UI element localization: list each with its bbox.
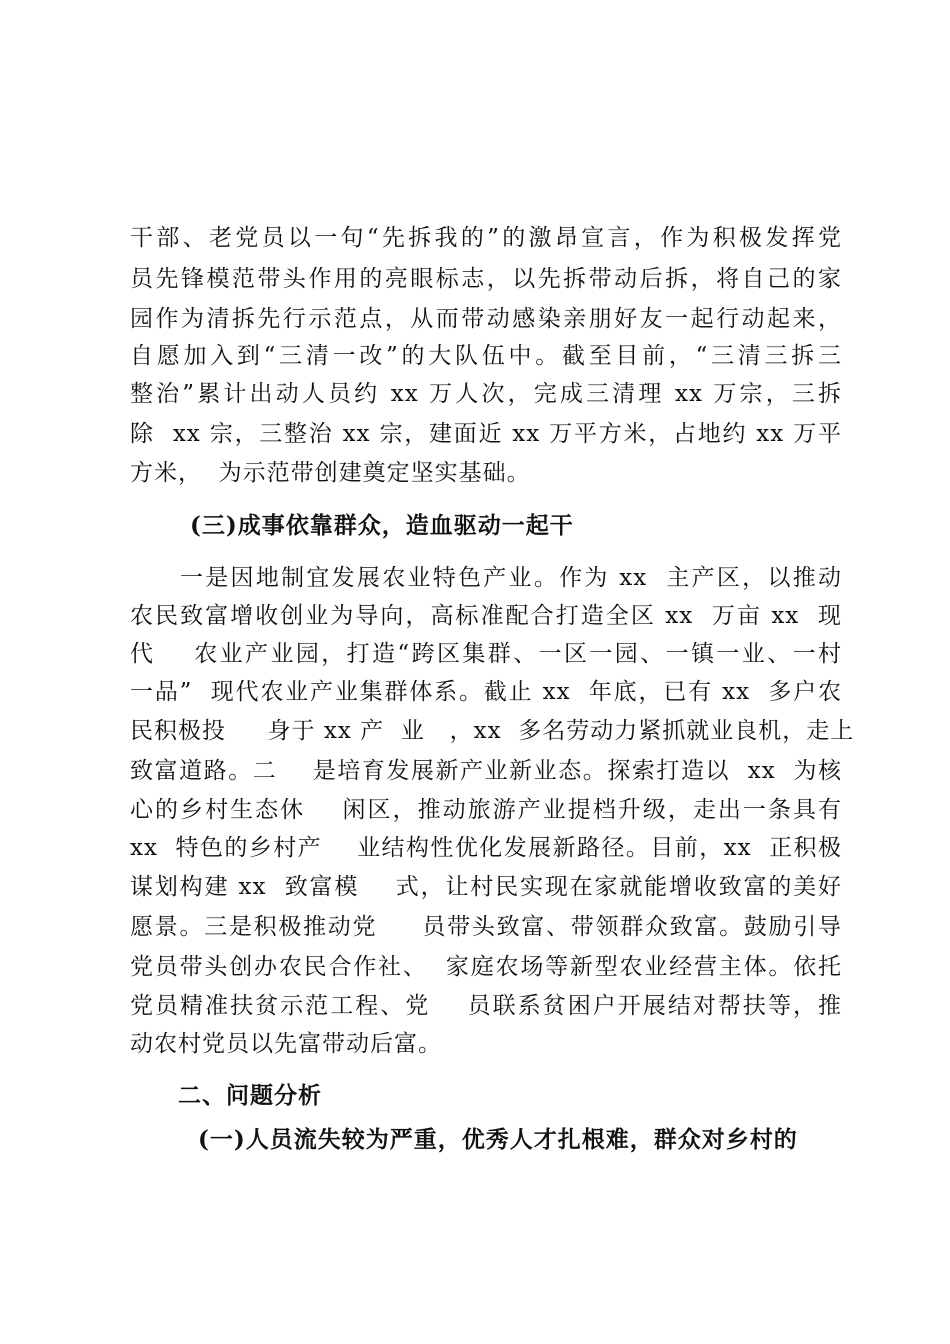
paragraph-1-line: 干部、老党员以一句“先拆我的”的激昂宣言，作为积极发挥党 [130,225,842,251]
section-heading-1: (一)人员流失较为严重，优秀人才扎根难，群众对乡村的 [198,1126,798,1153]
section-heading-3: (三)成事依靠群众，造血驱动一起干 [190,512,574,539]
paragraph-1-line: 整治”累计出动人员约 xx 万人次，完成三清理 xx 万宗，三拆 [130,381,842,407]
paragraph-2-line: 代 农业产业园，打造“跨区集群、一区一园、一镇一业、一村 [130,641,842,667]
paragraph-2-line: 致富道路。二 是培育发展新产业新业态。探索打造以 xx 为核 [130,758,842,784]
paragraph-1-line: 园作为清拆先行示范点，从而带动感染亲朋好友一起行动起来， [130,306,842,332]
part-heading-2: 二、问题分析 [178,1082,322,1109]
paragraph-2-line: 民积极投 身于 xx 产 业 ，xx 多名劳动力紧抓就业良机，走上 [130,718,855,744]
paragraph-2-line: 党员带头创办农民合作社、 家庭农场等新型农业经营主体。依托 [130,954,842,980]
paragraph-2-line: 农民致富增收创业为导向，高标准配合打造全区 xx 万亩 xx 现 [130,603,842,629]
paragraph-2-line: 愿景。三是积极推动党 员带头致富、带领群众致富。鼓励引导 [130,914,842,940]
paragraph-1-line: 除 xx 宗，三整治 xx 宗，建面近 xx 万平方米，占地约 xx 万平 [130,421,842,447]
paragraph-1-line: 员先锋模范带头作用的亮眼标志，以先拆带动后拆，将自己的家 [130,266,842,292]
paragraph-2-line: 动农村党员以先富带动后富。 [130,1031,442,1057]
paragraph-2-line: 谋划构建 xx 致富模 式，让村民实现在家就能增收致富的美好 [130,874,842,900]
paragraph-2-line: 一是因地制宜发展农业特色产业。作为 xx 主产区，以推动 [180,565,842,591]
paragraph-2-line: 心的乡村生态休 闲区，推动旅游产业提档升级，走出一条具有 [130,797,842,823]
paragraph-1-line: 方米， 为示范带创建奠定坚实基础。 [130,460,531,486]
paragraph-1-line: 自愿加入到“三清一改”的大队伍中。截至目前，“三清三拆三 [130,343,842,369]
paragraph-2-line: 一品” 现代农业产业集群体系。截止 xx 年底，已有 xx 多户农 [130,679,842,705]
paragraph-2-line: 党员精准扶贫示范工程、党 员联系贫困户开展结对帮扶等，推 [130,993,842,1019]
paragraph-2-line: xx 特色的乡村产 业结构性优化发展新路径。目前，xx 正积极 [130,835,842,861]
